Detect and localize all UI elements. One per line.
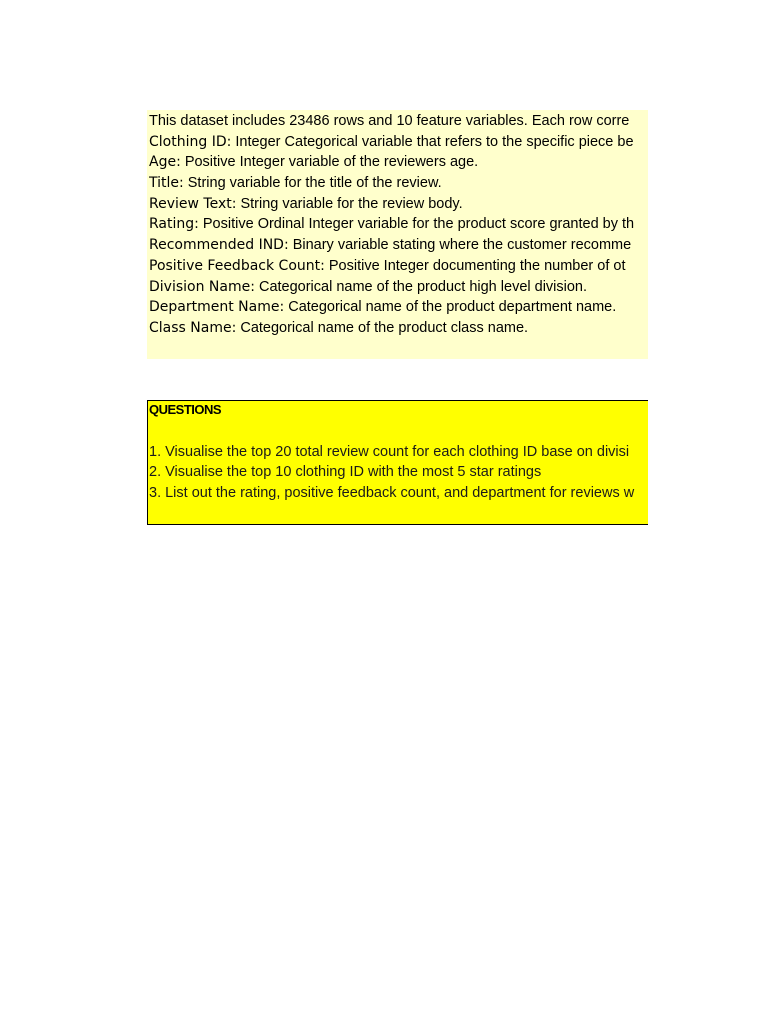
field-term: Class Name:: [149, 319, 237, 336]
field-term: Positive Feedback Count:: [149, 257, 325, 274]
field-review-text: [149, 194, 648, 215]
field-recommended-ind: [149, 235, 648, 256]
questions-box: [147, 400, 648, 525]
field-department-name: [149, 297, 648, 318]
field-age: [149, 152, 648, 173]
question-item-3: 3. List out the rating, positive feedback count, and department for reviews w: [149, 485, 635, 502]
field-text: Categorical name of the product class name.: [236, 319, 529, 336]
field-term: Clothing ID:: [149, 133, 232, 150]
field-class-name: [149, 318, 648, 339]
field-text: Binary variable stating where the customer recomme: [288, 237, 632, 254]
question-item-1: 1. Visualise the top 20 total review count for each clothing ID base on divisi: [149, 443, 630, 460]
dataset-description-box: [147, 110, 648, 359]
field-term: Title:: [149, 175, 184, 192]
field-rating: [149, 214, 648, 235]
field-text: String variable for the title of the review.: [183, 175, 442, 192]
field-text: Categorical name of the product high level division.: [254, 278, 588, 295]
question-item-2: 2. Visualise the top 10 clothing ID with the most 5 star ratings: [149, 464, 542, 481]
field-clothing-id: [149, 132, 648, 153]
field-term: Recommended IND:: [149, 237, 289, 254]
field-text: Positive Integer documenting the number of ot: [324, 257, 626, 274]
field-text: Integer Categorical variable that refers to the specific piece be: [231, 133, 634, 150]
field-term: Department Name:: [149, 299, 285, 316]
field-text: Positive Ordinal Integer variable for the product score granted by th: [198, 216, 635, 233]
field-text: Categorical name of the product department name.: [284, 299, 617, 316]
field-term: Review Text:: [149, 195, 237, 212]
dataset-intro: This dataset includes 23486 rows and 10 feature variables. Each row corre: [149, 113, 630, 129]
field-text: String variable for the review body.: [236, 195, 463, 212]
field-division-name: [149, 277, 648, 298]
field-text: Positive Integer variable of the reviewers age.: [180, 154, 479, 171]
questions-title: QUESTIONS: [149, 402, 222, 417]
field-title: [149, 173, 648, 194]
field-term: Age:: [149, 154, 181, 171]
questions-spacer: [149, 421, 648, 442]
field-term: Division Name:: [149, 278, 255, 295]
field-positive-feedback-count: [149, 256, 648, 277]
field-term: Rating:: [149, 216, 199, 233]
